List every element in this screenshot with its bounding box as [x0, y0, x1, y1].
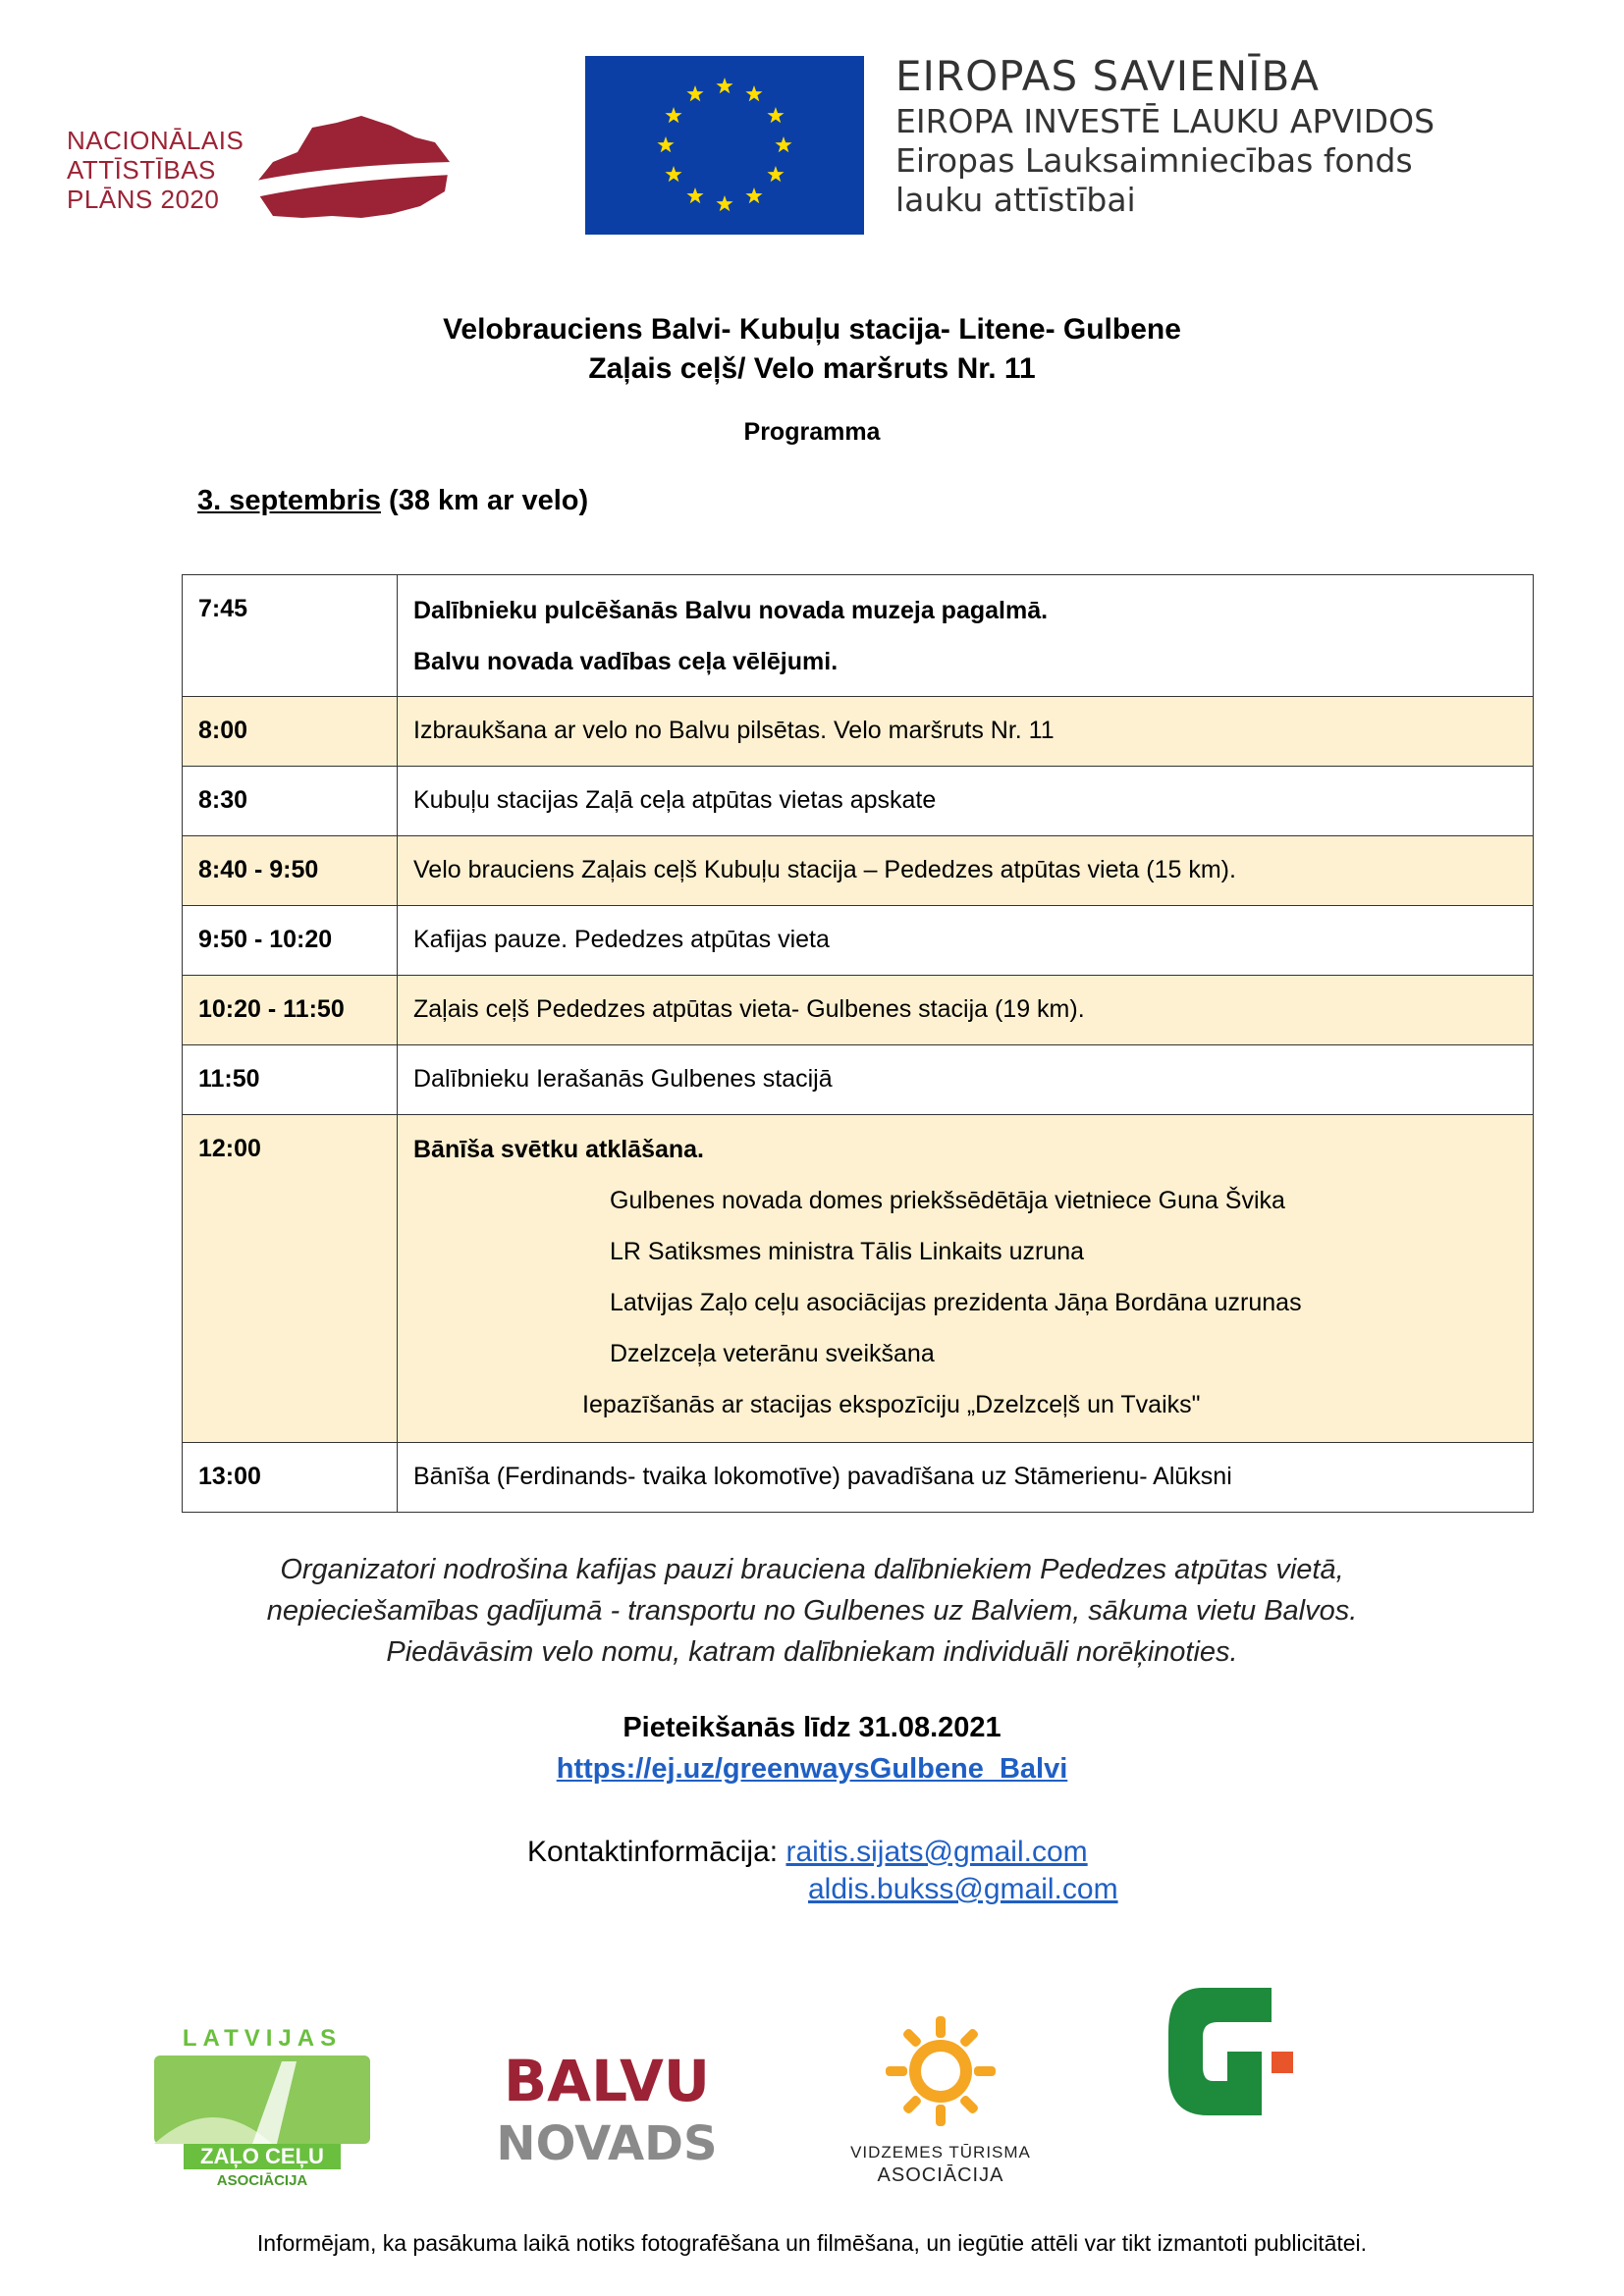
row-text: Bānīša (Ferdinands- tvaika lokomotīve) pavadīšana uz Stāmerienu- Alūksni — [413, 1463, 1232, 1490]
eu-star-icon — [745, 85, 762, 101]
zcl-top-text: LATVIJAS — [182, 2025, 343, 2052]
balvu-text: BALVU — [503, 2048, 711, 2114]
eu-star-icon — [686, 187, 703, 203]
eu-star-icon — [775, 136, 791, 152]
nap-logo-text — [67, 126, 244, 214]
event-subtitle: Zaļais ceļš/ Velo maršruts Nr. 11 — [588, 352, 1036, 385]
signup-link[interactable]: https://ej.uz/greenwaysGulbene_Balvi — [556, 1753, 1068, 1785]
signup-deadline: Pieteikšanās līdz 31.08.2021 — [623, 1712, 1001, 1743]
zcl-bottom-text: ASOCIĀCIJA — [216, 2172, 308, 2189]
row-time: 8:30 — [198, 786, 248, 814]
eu-flag — [585, 56, 864, 235]
green-roads-association-logo — [154, 2022, 370, 2189]
eu-star-icon — [665, 107, 681, 123]
row-text: Kafijas pauze. Pededzes atpūtas vieta — [413, 926, 830, 953]
note-line-3: Piedāvāsim velo nomu, katram dalībniekam individuāli norēķinoties. — [386, 1636, 1238, 1668]
opening-item: LR Satiksmes ministra Tālis Linkaits uzruna — [610, 1238, 1085, 1265]
row-line-2: Balvu novada vadības ceļa vēlējumi. — [413, 648, 839, 675]
eu-star-icon — [716, 195, 732, 211]
vidzeme-tourism-association-logo — [842, 2012, 1039, 2189]
contact-info — [527, 1832, 1088, 1873]
table-row — [183, 575, 1534, 697]
opening-item: Dzelzceļa veterānu sveikšana — [610, 1340, 935, 1367]
row-time: 7:45 — [198, 595, 248, 622]
row-text — [413, 1115, 1517, 1430]
organizer-note — [0, 1549, 1624, 1673]
date-note: (38 km ar velo) — [389, 485, 589, 516]
table-row — [183, 836, 1534, 906]
eu-text-block — [895, 51, 1435, 220]
nap-line-1: NACIONĀLAIS — [67, 126, 244, 155]
gulbene-logo — [1124, 1939, 1380, 2184]
contact-email-1[interactable]: raitis.sijats@gmail.com — [785, 1836, 1088, 1868]
table-row — [183, 906, 1534, 976]
nap-line-3: PLĀNS 2020 — [67, 185, 220, 214]
row-line-1: Dalībnieku pulcēšanās Balvu novada muzeja pagalmā. — [413, 597, 1049, 624]
note-line-2: nepieciešamības gadījumā - transportu no Gulbenes uz Balviem, sākuma vietu Balvos. — [266, 1595, 1358, 1627]
latvia-map-icon — [244, 108, 460, 226]
contact-email-2-row — [808, 1873, 1118, 1906]
signup-link-row — [0, 1753, 1624, 1786]
nap-2020-logo — [67, 108, 460, 236]
eu-line-2: EIROPA INVESTĒ LAUKU APVIDOS — [895, 102, 1435, 140]
row-text — [413, 575, 1517, 677]
novads-text: NOVADS — [496, 2116, 718, 2171]
row-time: 13:00 — [198, 1463, 261, 1490]
balvu-novads-logo — [489, 2044, 725, 2171]
sun-icon — [886, 2016, 996, 2126]
eu-star-icon — [686, 85, 703, 101]
program-label: Programma — [743, 418, 881, 446]
row-time: 12:00 — [198, 1135, 261, 1162]
date-day: 3. septembris — [197, 485, 381, 516]
photo-disclaimer: Informējam, ka pasākuma laikā notiks fotografēšana un filmēšana, un iegūtie attēli var tikt izmantoti publicitātei. — [256, 2230, 1368, 2256]
eu-star-icon — [745, 187, 762, 203]
eu-title: EIROPAS SAVIENĪBA — [895, 52, 1321, 100]
contact-email-2[interactable]: aldis.bukss@gmail.com — [808, 1873, 1118, 1905]
table-row — [183, 1443, 1534, 1513]
table-row — [183, 1045, 1534, 1115]
eu-star-icon — [767, 166, 784, 182]
table-row — [183, 697, 1534, 767]
row-text: Kubuļu stacijas Zaļā ceļa atpūtas vietas apskate — [413, 786, 937, 814]
row-text: Zaļais ceļš Pededzes atpūtas vieta- Gulbenes stacija (19 km). — [413, 995, 1085, 1023]
eu-star-icon — [716, 78, 732, 93]
row-text: Dalībnieku Ierašanās Gulbenes stacijā — [413, 1065, 833, 1093]
row-time: 9:50 - 10:20 — [198, 926, 333, 953]
opening-item: Iepazīšanās ar stacijas ekspozīciju „Dzelzceļš un Tvaiks" — [582, 1391, 1201, 1418]
vta-top-text: VIDZEMES TŪRISMA — [850, 2143, 1031, 2162]
date-heading — [197, 485, 588, 517]
table-row — [183, 767, 1534, 836]
row-text: Izbraukšana ar velo no Balvu pilsētas. Velo maršruts Nr. 11 — [413, 717, 1055, 744]
eu-star-icon — [665, 166, 681, 182]
row-time: 8:00 — [198, 717, 248, 744]
opening-item: Latvijas Zaļo ceļu asociācijas prezidenta Jāņa Bordāna uzrunas — [610, 1289, 1302, 1316]
table-row — [183, 976, 1534, 1045]
row-time: 11:50 — [198, 1065, 260, 1093]
eu-stars-icon — [585, 56, 864, 235]
opening-item: Gulbenes novada domes priekšsēdētāja vietniece Guna Švika — [610, 1187, 1285, 1214]
nap-line-2: ATTĪSTĪBAS — [67, 155, 216, 185]
contact-label: Kontaktinformācija: — [527, 1836, 779, 1868]
zcl-mid-text: ZAĻO CEĻU — [200, 2144, 324, 2168]
eu-line-3: Eiropas Lauksaimniecības fonds — [895, 141, 1413, 180]
schedule-table — [182, 574, 1534, 1513]
row-time: 8:40 - 9:50 — [198, 856, 319, 883]
eu-star-icon — [767, 107, 784, 123]
eu-line-4: lauku attīstībai — [895, 181, 1136, 219]
table-row — [183, 1115, 1534, 1443]
vta-bottom-text: ASOCIĀCIJA — [877, 2164, 1004, 2186]
opening-heading: Bānīša svētku atklāšana. — [413, 1136, 704, 1163]
eu-star-icon — [657, 136, 674, 152]
note-line-1: Organizatori nodrošina kafijas pauzi brauciena dalībniekiem Pededzes atpūtas vietā, — [280, 1554, 1344, 1585]
row-time: 10:20 - 11:50 — [198, 995, 345, 1023]
row-text: Velo brauciens Zaļais ceļš Kubuļu stacija – Pededzes atpūtas vieta (15 km). — [413, 856, 1236, 883]
event-title: Velobrauciens Balvi- Kubuļu stacija- Litene- Gulbene — [443, 313, 1181, 346]
